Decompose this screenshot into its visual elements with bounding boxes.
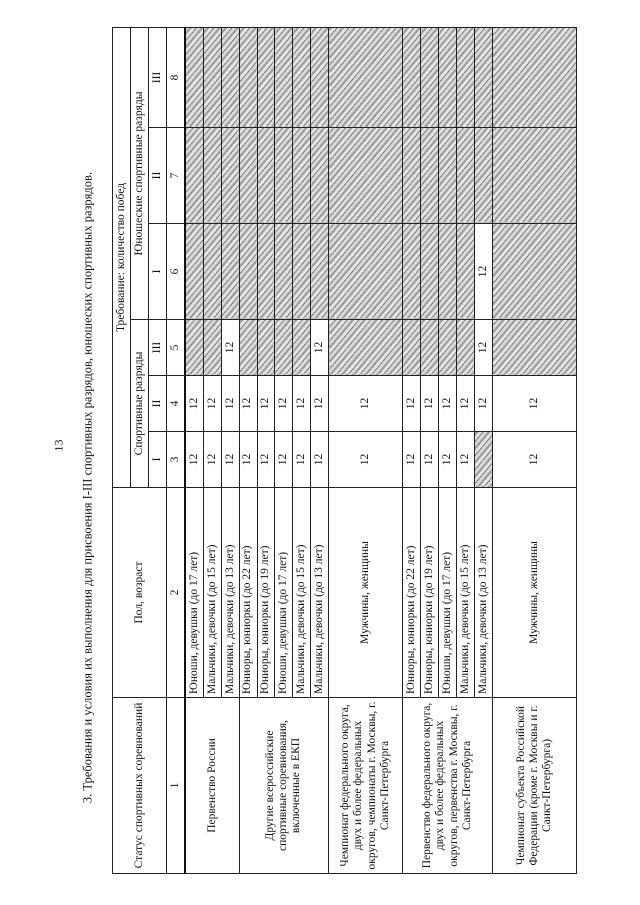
hatched-cell	[293, 320, 311, 376]
value-cell: 12	[293, 432, 311, 488]
hatched-cell	[493, 28, 577, 128]
age-cell: Юниоры, юниорки (до 19 лет)	[421, 488, 439, 698]
rank-header: II	[148, 128, 166, 224]
hatched-cell	[456, 320, 474, 376]
value-cell: 12	[421, 376, 439, 432]
hatched-cell	[493, 128, 577, 224]
value-cell: 12	[329, 376, 403, 432]
hatched-cell	[239, 128, 257, 224]
hatched-cell	[493, 320, 577, 376]
rank-header: III	[148, 320, 166, 376]
hatched-cell	[293, 128, 311, 224]
hatched-cell	[275, 28, 293, 128]
age-cell: Мальчики, девочки (до 13 лет)	[311, 488, 329, 698]
value-cell: 12	[311, 376, 329, 432]
value-cell: 12	[311, 432, 329, 488]
value-cell: 12	[221, 376, 239, 432]
col-number: 1	[166, 698, 184, 874]
rank-header: II	[148, 376, 166, 432]
rotated-table-wrapper	[112, 28, 577, 874]
status-cell: Чемпионат субъекта Российской Федерации (кроме г. Москвы и г. Санкт-Петербурга)	[493, 698, 577, 874]
age-cell: Юниоры, юниорки (до 22 лет)	[403, 488, 421, 698]
hatched-cell	[311, 224, 329, 320]
hatched-cell	[275, 128, 293, 224]
col-number: 2	[166, 488, 184, 698]
value-cell: 12	[311, 320, 329, 376]
age-cell: Мальчики, девочки (до 15 лет)	[293, 488, 311, 698]
header-status: Статус спортивных соревнований	[113, 698, 167, 874]
value-cell: 12	[185, 432, 203, 488]
value-cell: 12	[203, 432, 221, 488]
hatched-cell	[185, 224, 203, 320]
age-cell: Юноши, девушки (до 17 лет)	[185, 488, 203, 698]
page-number: 13	[51, 439, 66, 452]
hatched-cell	[239, 320, 257, 376]
hatched-cell	[456, 28, 474, 128]
rank-header: I	[148, 224, 166, 320]
hatched-cell	[311, 128, 329, 224]
value-cell: 12	[275, 432, 293, 488]
value-cell: 12	[456, 376, 474, 432]
col-number: 3	[166, 432, 184, 488]
value-cell: 12	[293, 376, 311, 432]
hatched-cell	[421, 224, 439, 320]
hatched-cell	[221, 224, 239, 320]
col-number: 5	[166, 320, 184, 376]
value-cell: 12	[439, 376, 457, 432]
value-cell: 12	[203, 376, 221, 432]
col-number: 6	[166, 224, 184, 320]
header-requirement: Требование: количество побед	[113, 28, 131, 488]
age-cell: Мужчины, женщины	[329, 488, 403, 698]
hatched-cell	[275, 320, 293, 376]
value-cell: 12	[221, 432, 239, 488]
col-number: 4	[166, 376, 184, 432]
hatched-cell	[257, 320, 275, 376]
hatched-cell	[329, 224, 403, 320]
hatched-cell	[203, 224, 221, 320]
value-cell: 12	[456, 432, 474, 488]
hatched-cell	[185, 28, 203, 128]
hatched-cell	[474, 28, 492, 128]
value-cell: 12	[239, 376, 257, 432]
hatched-cell	[474, 128, 492, 224]
value-cell: 12	[493, 432, 577, 488]
hatched-cell	[257, 28, 275, 128]
hatched-cell	[185, 128, 203, 224]
hatched-cell	[257, 224, 275, 320]
hatched-cell	[474, 432, 492, 488]
requirements-table	[112, 27, 577, 874]
value-cell: 12	[239, 432, 257, 488]
hatched-cell	[311, 28, 329, 128]
header-gender-age: Пол, возраст	[113, 488, 167, 698]
age-cell: Мальчики, девочки (до 15 лет)	[456, 488, 474, 698]
age-cell: Мальчики, девочки (до 15 лет)	[203, 488, 221, 698]
hatched-cell	[421, 128, 439, 224]
hatched-cell	[421, 28, 439, 128]
hatched-cell	[239, 28, 257, 128]
hatched-cell	[257, 128, 275, 224]
age-cell: Юниоры, юниорки (до 19 лет)	[257, 488, 275, 698]
hatched-cell	[493, 224, 577, 320]
value-cell: 12	[403, 376, 421, 432]
status-cell: Первенство федерального округа, двух и более федеральных округов, первенства г. Москвы, г. Санкт-Петербурга	[403, 698, 493, 874]
col-number: 8	[166, 28, 184, 128]
value-cell: 12	[257, 432, 275, 488]
hatched-cell	[439, 128, 457, 224]
hatched-cell	[456, 128, 474, 224]
age-cell: Юноши, девушки (до 17 лет)	[439, 488, 457, 698]
hatched-cell	[203, 28, 221, 128]
hatched-cell	[275, 224, 293, 320]
value-cell: 12	[439, 432, 457, 488]
age-cell: Мужчины, женщины	[493, 488, 577, 698]
rank-header: III	[148, 28, 166, 128]
status-cell: Другие всероссийские спортивные соревнования, включенные в ЕКП	[239, 698, 329, 874]
section-heading: 3. Требования и условия их выполнения для присвоения I-III спортивных разрядов, юношеских спортивных разрядов.	[80, 171, 95, 804]
hatched-cell	[403, 224, 421, 320]
hatched-cell	[439, 28, 457, 128]
value-cell: 12	[221, 320, 239, 376]
status-cell: Чемпионат федерального округа, двух и более федеральных округов, чемпионаты г. Москвы, г. Санкт-Петербурга	[329, 698, 403, 874]
hatched-cell	[403, 320, 421, 376]
hatched-cell	[239, 224, 257, 320]
value-cell: 12	[403, 432, 421, 488]
header-youth-ranks: Юношеские спортивные разряды	[130, 28, 148, 320]
hatched-cell	[403, 28, 421, 128]
hatched-cell	[203, 320, 221, 376]
value-cell: 12	[474, 376, 492, 432]
header-sport-ranks: Спортивные разряды	[130, 320, 148, 488]
age-cell: Юниоры, юниорки (до 22 лет)	[239, 488, 257, 698]
value-cell: 12	[421, 432, 439, 488]
hatched-cell	[456, 224, 474, 320]
hatched-cell	[293, 224, 311, 320]
age-cell: Мальчики, девочки (до 13 лет)	[221, 488, 239, 698]
status-cell: Первенство России	[185, 698, 239, 874]
hatched-cell	[439, 320, 457, 376]
value-cell: 12	[275, 376, 293, 432]
hatched-cell	[403, 128, 421, 224]
hatched-cell	[221, 128, 239, 224]
value-cell: 12	[185, 376, 203, 432]
age-cell: Юноши, девушки (до 17 лет)	[275, 488, 293, 698]
hatched-cell	[329, 128, 403, 224]
value-cell: 12	[257, 376, 275, 432]
value-cell: 12	[493, 376, 577, 432]
hatched-cell	[421, 320, 439, 376]
hatched-cell	[203, 128, 221, 224]
col-number: 7	[166, 128, 184, 224]
value-cell: 12	[329, 432, 403, 488]
hatched-cell	[439, 224, 457, 320]
age-cell: Мальчики, девочки (до 13 лет)	[474, 488, 492, 698]
hatched-cell	[329, 320, 403, 376]
hatched-cell	[293, 28, 311, 128]
hatched-cell	[329, 28, 403, 128]
hatched-cell	[185, 320, 203, 376]
rank-header: I	[148, 432, 166, 488]
value-cell: 12	[474, 320, 492, 376]
hatched-cell	[221, 28, 239, 128]
value-cell: 12	[474, 224, 492, 320]
